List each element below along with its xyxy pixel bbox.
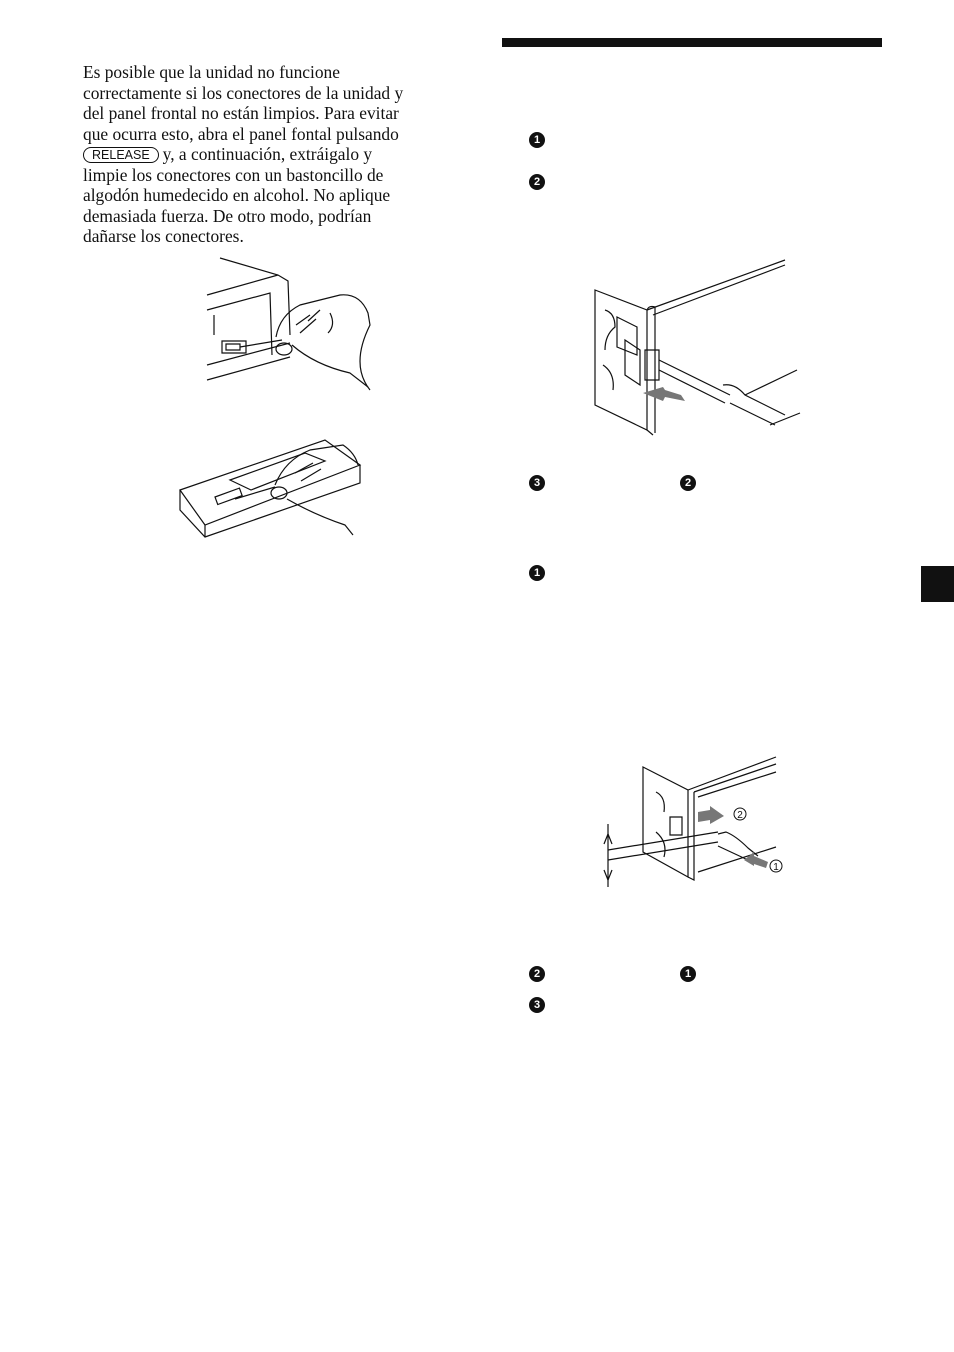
paragraph-line-5-rest: y, a continuación, extráigalo y bbox=[162, 144, 373, 164]
paragraph-line-6: limpie los conectores con un bastoncillo de bbox=[83, 164, 384, 185]
paragraph-line-3: del panel frontal no están limpios. Para evitar bbox=[83, 103, 399, 123]
paragraph-line-1: Es posible que la unidad no funcione bbox=[83, 62, 340, 82]
step-marker-3-second: 3 bbox=[529, 997, 545, 1013]
cleaning-instructions-paragraph bbox=[83, 62, 461, 247]
paragraph-line-8: demasiada fuerza. De otro modo, podrían bbox=[83, 205, 372, 226]
illustration-clean-front-panel bbox=[175, 435, 365, 540]
paragraph-line-9: dañarse los conectores. bbox=[83, 226, 244, 246]
section-tab-marker bbox=[921, 566, 954, 602]
step-marker-2-second: 2 bbox=[529, 966, 545, 982]
paragraph-line-5 bbox=[83, 144, 461, 165]
paragraph-line-7: algodón humedecido en alcohol. No aplique bbox=[83, 185, 391, 205]
callout-2-label: 2 bbox=[737, 810, 743, 821]
step-reference-2: 2 bbox=[680, 475, 696, 491]
step-marker-2: 2 bbox=[529, 174, 545, 190]
step-marker-1: 1 bbox=[529, 132, 545, 148]
callout-1-label: 1 bbox=[773, 862, 779, 873]
section-header-rule bbox=[502, 38, 882, 47]
release-key-label: RELEASE bbox=[83, 147, 159, 163]
step-marker-1-second: 1 bbox=[529, 565, 545, 581]
illustration-clean-unit-connectors bbox=[200, 255, 380, 395]
illustration-remove-unit bbox=[598, 752, 783, 897]
step-reference-1: 1 bbox=[680, 966, 696, 982]
step-marker-3: 3 bbox=[529, 475, 545, 491]
illustration-screwdriver-release-slot bbox=[585, 255, 800, 440]
paragraph-line-4: que ocurra esto, abra el panel fontal pulsando bbox=[83, 123, 399, 144]
paragraph-line-2: correctamente si los conectores de la unidad y bbox=[83, 82, 404, 103]
